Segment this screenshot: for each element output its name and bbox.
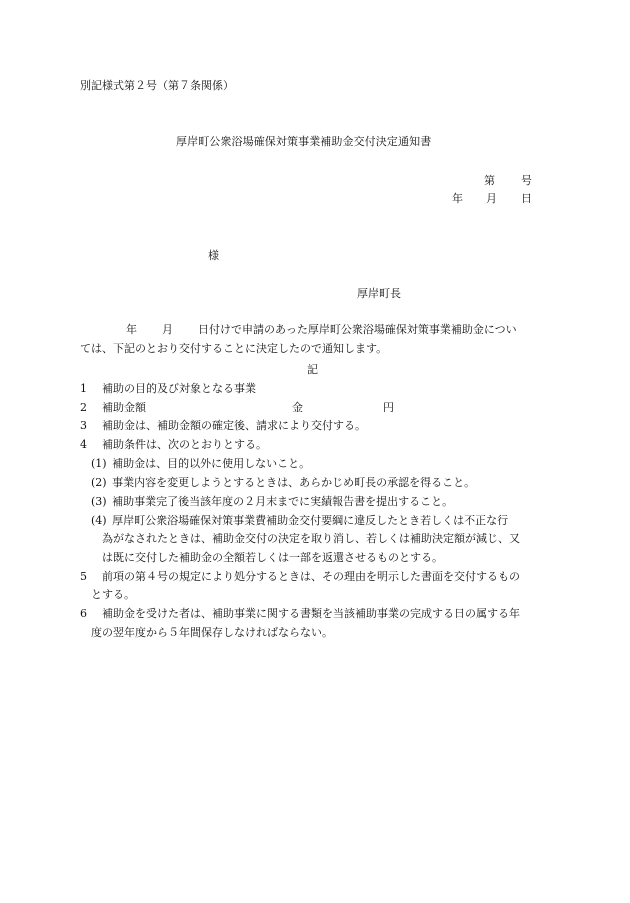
form-id: 別記様式第２号（第７条関係） — [80, 79, 234, 92]
subitem-label: (1) — [91, 457, 107, 470]
subitem-3 — [91, 494, 453, 510]
amount-kin: 金 — [292, 401, 303, 414]
item-4 — [80, 437, 267, 453]
subitem-label: (3) — [91, 495, 107, 508]
subitem-text: 補助事業完了後当該年度の２月末までに実績報告書を提出すること。 — [112, 495, 454, 508]
item-text: 補助の目的及び対象となる事業 — [102, 382, 256, 395]
item-number: 4 — [80, 438, 87, 451]
issuer: 厚岸町長 — [357, 287, 401, 300]
subitem-2 — [91, 475, 475, 491]
item-text: 補助金額 — [102, 401, 146, 414]
body-year: 年 — [126, 323, 137, 336]
item-text: 前項の第４号の規定により処分するときは、その理由を明示した書面を交付するもの — [102, 570, 520, 583]
item-number: 2 — [80, 401, 87, 414]
document-title: 厚岸町公衆浴場確保対策事業補助金交付決定通知書 — [176, 135, 432, 148]
subitem-text: 事業内容を変更しようとするときは、あらかじめ町長の承認を得ること。 — [112, 476, 476, 489]
body-line2: ては、下記のとおり交付することに決定したので通知します。 — [80, 342, 388, 355]
ref-number-go: 号 — [521, 174, 532, 187]
subitem-label: (2) — [91, 476, 107, 489]
subitem-1 — [91, 456, 310, 472]
subitem-text: 補助金は、目的以外に使用しないこと。 — [112, 457, 311, 470]
subitem-4-line2: 為がなされたときは、補助金交付の決定を取り消し、若しくは補助決定額が減じ、又 — [102, 532, 520, 545]
item-text: 補助条件は、次のとおりとする。 — [102, 438, 267, 451]
item-text: 補助金は、補助金額の確定後、請求により交付する。 — [102, 419, 366, 432]
item-6-line2: 度の翌年度から５年間保存しなければならない。 — [91, 626, 333, 639]
ki-marker: 記 — [307, 363, 318, 376]
addressee-suffix: 様 — [208, 249, 219, 262]
item-6 — [80, 606, 520, 622]
subitem-4 — [91, 513, 508, 529]
item-number: 6 — [80, 607, 87, 620]
subitem-4-line3: は既に交付した補助金の全額若しくは一部を返還させるものとする。 — [102, 551, 443, 564]
date-day: 日 — [521, 192, 532, 205]
item-2 — [80, 400, 480, 416]
item-number: 3 — [80, 419, 87, 432]
date-month: 月 — [486, 192, 497, 205]
item-3 — [80, 418, 366, 434]
subitem-text: 厚岸町公衆浴場確保対策事業費補助金交付要綱に違反したとき若しくは不正な行 — [112, 514, 509, 527]
date-year: 年 — [452, 192, 463, 205]
body-line1: 日付けで申請のあった厚岸町公衆浴場確保対策事業補助金につい — [198, 323, 517, 336]
subitem-label: (4) — [91, 514, 107, 527]
body-month: 月 — [162, 323, 173, 336]
amount-yen: 円 — [383, 401, 394, 414]
item-text: 補助金を受けた者は、補助事業に関する書類を当該補助事業の完成する日の属する年 — [102, 607, 520, 620]
item-1 — [80, 381, 256, 397]
item-5-line2: とする。 — [91, 588, 135, 601]
item-number: 5 — [80, 570, 87, 583]
ref-number-dai: 第 — [484, 174, 495, 187]
item-5 — [80, 569, 520, 585]
item-number: 1 — [80, 382, 87, 395]
